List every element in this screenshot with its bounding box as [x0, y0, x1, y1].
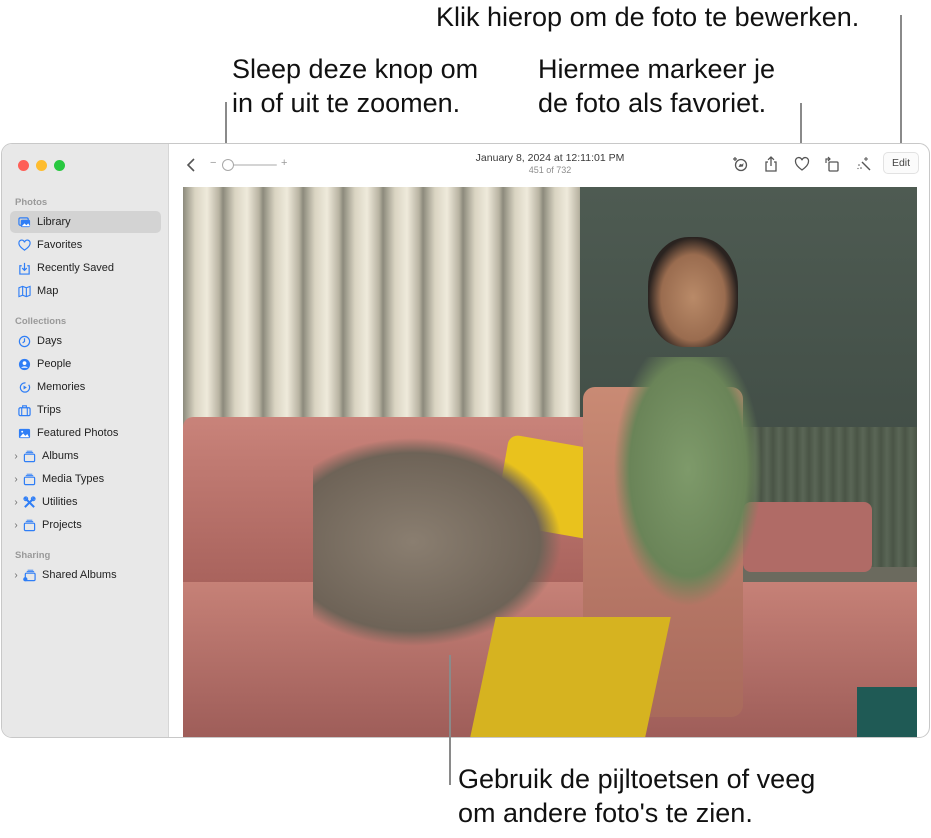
- sidebar-item-featured-photos[interactable]: [10, 422, 161, 444]
- memories-icon: [16, 380, 32, 394]
- sidebar-item-albums[interactable]: [10, 445, 161, 467]
- heart-icon: [794, 156, 810, 172]
- photos-window: [1, 143, 930, 738]
- chevron-right-icon[interactable]: ›: [14, 450, 18, 462]
- photo-icon: [16, 426, 32, 440]
- share-button[interactable]: [762, 155, 780, 173]
- sidebar-item-label: Projects: [42, 519, 82, 531]
- magic-wand-icon: [856, 156, 872, 172]
- close-button[interactable]: [18, 160, 29, 171]
- visual-lookup-icon: [732, 156, 748, 172]
- leader-line: [900, 15, 902, 153]
- visual-lookup-button[interactable]: [731, 155, 749, 173]
- photo-info: [450, 152, 650, 175]
- sidebar-item-label: Featured Photos: [37, 427, 119, 439]
- sidebar-item-label: Days: [37, 335, 63, 347]
- photo-date: January 8, 2024 at 12:11:01 PM: [475, 152, 625, 164]
- rotate-button[interactable]: [823, 155, 841, 173]
- sidebar-item-recently-saved[interactable]: [10, 257, 161, 279]
- sidebar-item-label: Media Types: [42, 473, 105, 485]
- callout-line: in of uit te zoomen.: [232, 88, 461, 118]
- back-button[interactable]: [184, 156, 200, 174]
- photo-region-girl-sweater: [613, 357, 763, 607]
- callout-favorite: [538, 52, 775, 120]
- sidebar-item-label: Trips: [37, 404, 62, 416]
- zoom-in-icon[interactable]: +: [281, 157, 288, 169]
- sidebar-item-label: Library: [37, 216, 71, 228]
- sidebar-item-label: Shared Albums: [42, 569, 117, 581]
- sidebar: [2, 144, 169, 737]
- folder-stack-icon: [21, 518, 37, 532]
- tools-icon: [21, 495, 37, 509]
- favorite-button[interactable]: [793, 155, 811, 173]
- callout-line: Sleep deze knop om: [232, 54, 479, 84]
- rotate-icon: [824, 156, 840, 172]
- sidebar-item-library[interactable]: [10, 211, 161, 233]
- sidebar-item-label: Recently Saved: [37, 262, 115, 274]
- callout-navigate: [458, 762, 815, 830]
- photo-viewer[interactable]: [183, 187, 917, 737]
- callout-zoom-slider: [232, 52, 478, 120]
- section-label-sharing: Sharing: [15, 550, 51, 561]
- download-tray-icon: [16, 261, 32, 275]
- sidebar-item-label: Utilities: [42, 496, 78, 508]
- callout-line: om andere foto's te zien.: [458, 798, 753, 828]
- zoom-slider-knob[interactable]: [222, 159, 234, 171]
- sidebar-item-utilities[interactable]: [10, 491, 161, 513]
- edit-button[interactable]: Edit: [883, 152, 919, 174]
- zoom-window-button[interactable]: [54, 160, 65, 171]
- sidebar-item-label: People: [37, 358, 72, 370]
- section-label-collections: Collections: [15, 316, 67, 327]
- photo-region-dog: [313, 437, 563, 647]
- chevron-left-icon: [184, 156, 200, 174]
- callout-edit: Klik hierop om de foto te bewerken.: [436, 2, 860, 32]
- clock-icon: [16, 334, 32, 348]
- zoom-out-icon[interactable]: −: [210, 157, 217, 169]
- chevron-right-icon[interactable]: ›: [14, 496, 18, 508]
- sidebar-item-label: Memories: [37, 381, 86, 393]
- chevron-right-icon[interactable]: ›: [14, 473, 18, 485]
- sidebar-item-media-types[interactable]: [10, 468, 161, 490]
- suitcase-icon: [16, 403, 32, 417]
- sidebar-item-label: Map: [37, 285, 59, 297]
- folder-stack-icon: [21, 472, 37, 486]
- sidebar-item-map[interactable]: [10, 280, 161, 302]
- sidebar-item-projects[interactable]: [10, 514, 161, 536]
- sidebar-item-shared-albums[interactable]: [10, 564, 161, 586]
- photo-count: 451 of 732: [528, 165, 572, 175]
- sidebar-item-favorites[interactable]: [10, 234, 161, 256]
- share-icon: [763, 156, 779, 172]
- auto-enhance-button[interactable]: [855, 155, 873, 173]
- folder-stack-icon: [21, 449, 37, 463]
- map-icon: [16, 284, 32, 298]
- window-controls: [18, 160, 65, 171]
- leader-line: [449, 655, 451, 785]
- person-circle-icon: [16, 357, 32, 371]
- photo-region-girl-head: [648, 237, 738, 347]
- photo-region-blinds: [183, 187, 580, 447]
- sidebar-item-days[interactable]: [10, 330, 161, 352]
- heart-icon: [16, 238, 32, 252]
- chevron-right-icon[interactable]: ›: [14, 519, 18, 531]
- chevron-right-icon[interactable]: ›: [14, 569, 18, 581]
- sidebar-item-trips[interactable]: [10, 399, 161, 421]
- section-label-photos: Photos: [15, 197, 48, 208]
- photo-region-floor: [857, 687, 917, 737]
- callout-line: Hiermee markeer je: [538, 54, 776, 84]
- photo-region-scarf: [470, 617, 671, 737]
- sidebar-item-label: Albums: [42, 450, 79, 462]
- callout-line: Gebruik de pijltoetsen of veeg: [458, 764, 816, 794]
- sidebar-item-people[interactable]: [10, 353, 161, 375]
- toolbar: [170, 144, 929, 186]
- sidebar-item-memories[interactable]: [10, 376, 161, 398]
- library-icon: [16, 215, 32, 229]
- minimize-button[interactable]: [36, 160, 47, 171]
- sidebar-item-label: Favorites: [37, 239, 83, 251]
- callout-line: de foto als favoriet.: [538, 88, 767, 118]
- shared-album-icon: [21, 568, 37, 582]
